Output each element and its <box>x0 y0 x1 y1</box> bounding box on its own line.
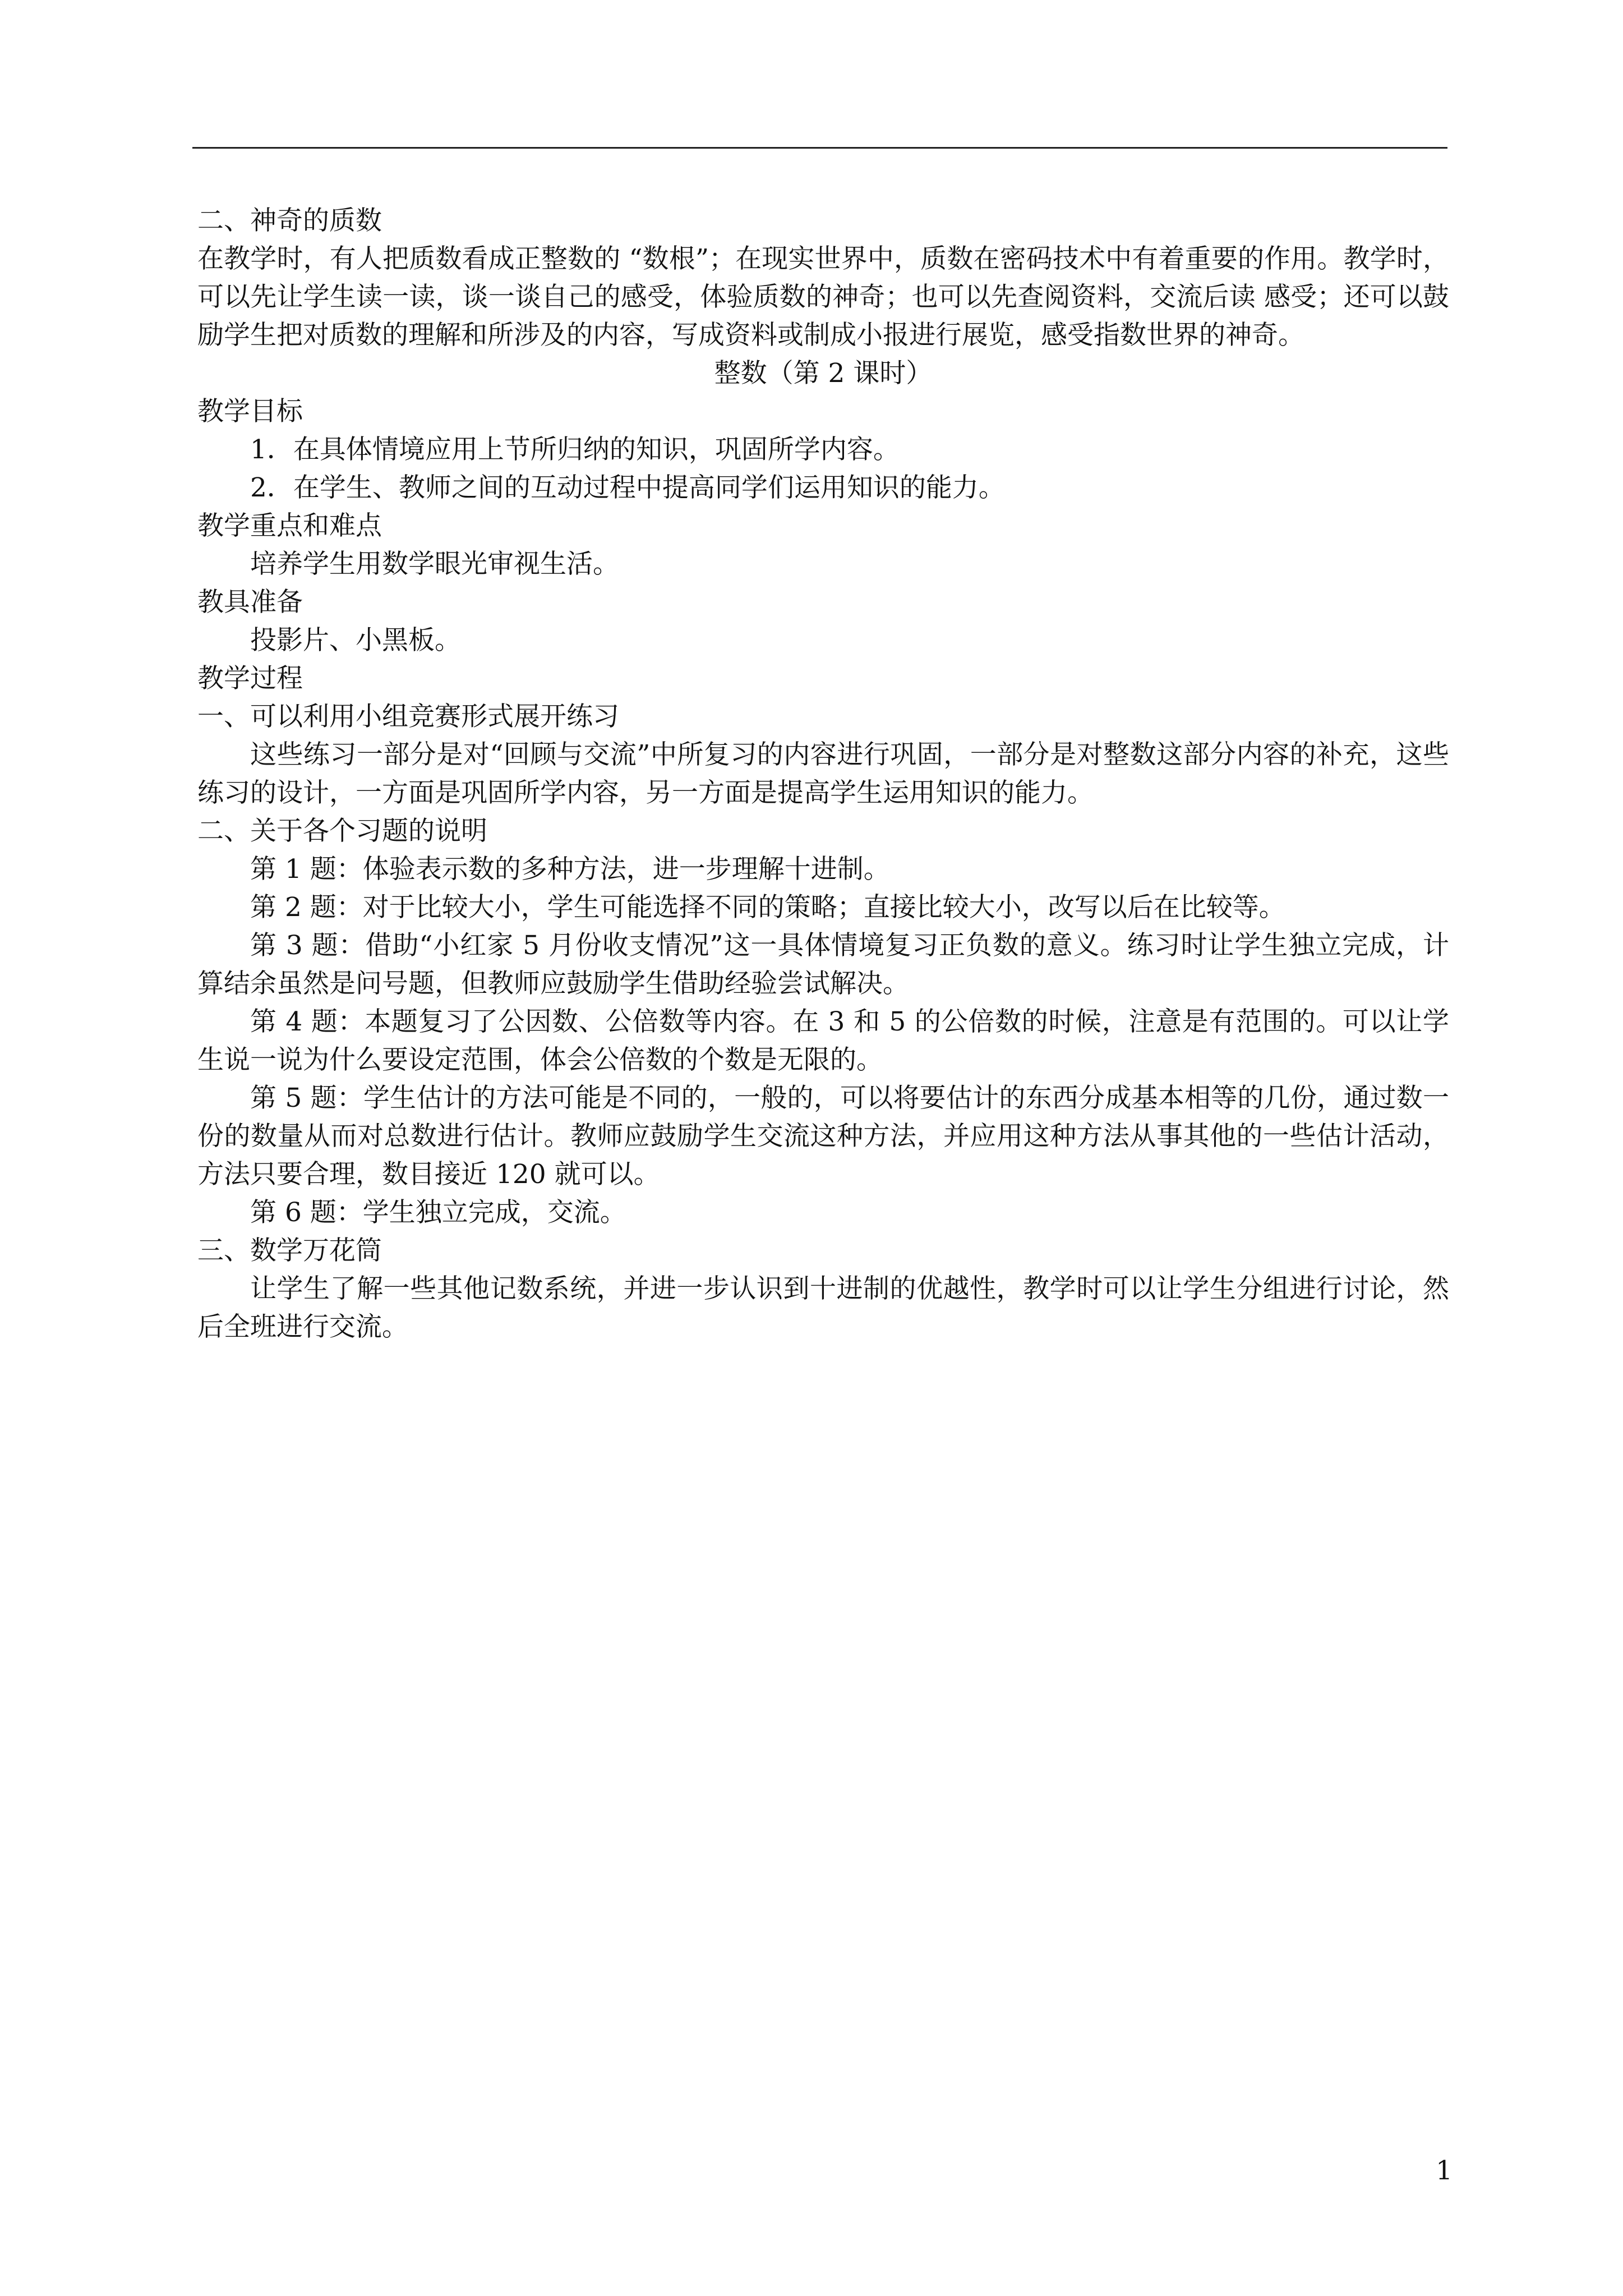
document-body <box>197 202 1449 1346</box>
section-prime-paragraph: 在教学时，有人把质数看成正整数的 “数根”；在现实世界中，质数在密码技术中有着重要的作用。教学时，可以先让学生读一读，谈一谈自己的感受，体验质数的神奇；也可以先查阅资料，交流后读 感受；还可以鼓励学生把对质数的理解和所涉及的内容，写成资料或制成小报进行展览，感受指数世界的神奇。 <box>197 243 1449 351</box>
lesson-title: 整数（第 2 课时） <box>714 358 933 389</box>
objectives-heading: 教学目标 <box>197 396 303 427</box>
key-points-heading: 教学重点和难点 <box>197 510 382 541</box>
objective-item: 2．在学生、教师之间的互动过程中提高同学们运用知识的能力。 <box>250 472 1005 503</box>
process-part2-heading: 二、关于各个习题的说明 <box>197 816 487 846</box>
header-rule <box>192 147 1447 149</box>
exercise-note: 第 6 题：学生独立完成，交流。 <box>250 1197 626 1228</box>
process-part1-text: 这些练习一部分是对“回顾与交流”中所复习的内容进行巩固，一部分是对整数这部分内容的补充，这些练习的设计，一方面是巩固所学内容，另一方面是提高学生运用知识的能力。 <box>197 739 1449 808</box>
process-part1-heading: 一、可以利用小组竞赛形式展开练习 <box>197 701 619 732</box>
page-number: 1 <box>1436 2155 1453 2186</box>
exercise-note: 第 4 题：本题复习了公因数、公倍数等内容。在 3 和 5 的公倍数的时候，注意是有范围的。可以让学生说一说为什么要设定范围，体会公倍数的个数是无限的。 <box>197 1006 1449 1075</box>
process-part3-heading: 三、数学万花筒 <box>197 1235 382 1266</box>
exercise-note: 第 2 题：对于比较大小，学生可能选择不同的策略；直接比较大小，改写以后在比较等。 <box>250 892 1285 923</box>
exercise-note: 第 1 题：体验表示数的多种方法，进一步理解十进制。 <box>250 854 890 885</box>
process-heading: 教学过程 <box>197 663 303 694</box>
materials-text: 投影片、小黑板。 <box>250 625 461 656</box>
key-points-text: 培养学生用数学眼光审视生活。 <box>250 549 619 579</box>
exercise-note: 第 3 题：借助“小红家 5 月份收支情况”这一具体情境复习正负数的意义。练习时让学生独立完成，计算结余虽然是问号题，但教师应鼓励学生借助经验尝试解决。 <box>197 930 1449 999</box>
materials-heading: 教具准备 <box>197 587 303 618</box>
process-part3-text: 让学生了解一些其他记数系统，并进一步认识到十进制的优越性，教学时可以让学生分组进行讨论，然后全班进行交流。 <box>197 1273 1449 1342</box>
exercise-note: 第 5 题：学生估计的方法可能是不同的，一般的，可以将要估计的东西分成基本相等的几份，通过数一份的数量从而对总数进行估计。教师应鼓励学生交流这种方法，并应用这种方法从事其他的一些估计活动，方法只要合理，数目接近 120 就可以。 <box>197 1083 1449 1190</box>
section-prime-heading: 二、神奇的质数 <box>197 205 382 236</box>
objective-item: 1．在具体情境应用上节所归纳的知识，巩固所学内容。 <box>250 434 900 465</box>
